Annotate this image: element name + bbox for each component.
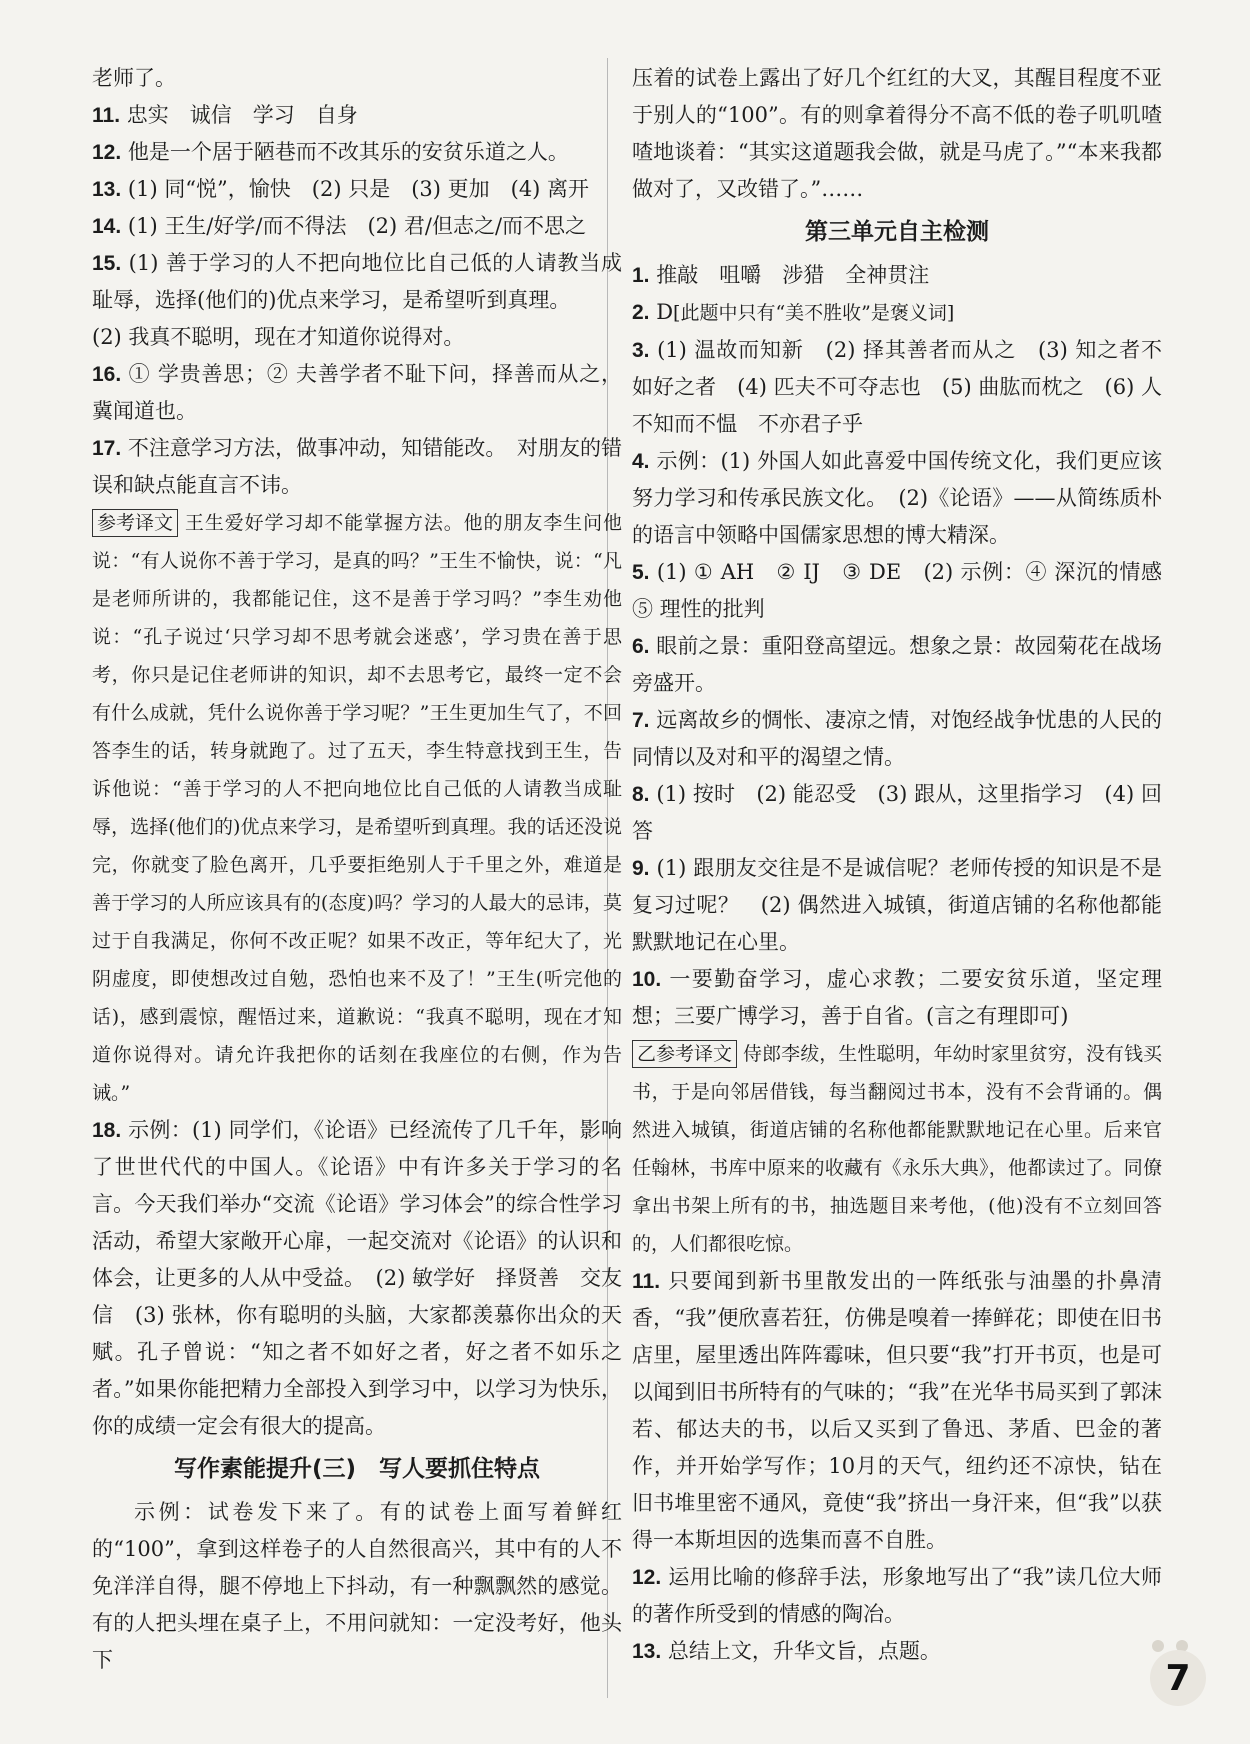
answer-number: 14. <box>92 215 122 238</box>
answer-item <box>632 702 1162 776</box>
answer-item <box>632 628 1162 702</box>
left-answer-list <box>92 60 622 504</box>
answer-number: 11. <box>632 1270 661 1293</box>
answer-note: [此题中只有“美不胜收”是褒义词] <box>673 302 955 324</box>
answer-item <box>632 554 1183 628</box>
answer-item <box>92 245 622 319</box>
answer-number: 10. <box>632 968 662 991</box>
answer-item <box>92 356 622 430</box>
writing-section-title: 写作素能提升(三) 写人要抓住特点 <box>173 1456 541 1482</box>
reference-tag-b: 乙参考译文 <box>632 1040 737 1068</box>
answer-item <box>632 257 1162 294</box>
answer-text: 示例：(1) 外国人如此喜爱中国传统文化，我们更应该努力学习和传承民族文化。 (2)《论语》——从简练质朴的语言中领略中国儒家思想的博大精深。 <box>632 449 1162 547</box>
answer-text: 只要闻到新书里散发出的一阵纸张与油墨的扑鼻清香，“我”便欣喜若狂，仿佛是嗅着一捧鲜花；即使在旧书店里，屋里透出阵阵霉味，但只要“我”打开书页，也是可以闻到旧书所特有的气味的；“我”在光华书局买到了郭沫若、郁达夫的书，以后又买到了鲁迅、茅盾、巴金的著作，并开始学写作；10月的天气，纽约还不凉快，钻在旧书堆里密不通风，竟使“我”挤出一身汗来，但“我”以获得一本斯坦因的选集而喜不自胜。 <box>632 1269 1162 1552</box>
answer-item <box>632 1263 1162 1559</box>
answer-number: 7. <box>632 709 650 732</box>
answer-number: 13. <box>92 178 122 201</box>
answer-text: 总结上文，升华文旨，点题。 <box>667 1639 941 1663</box>
answer-number: 5. <box>632 561 650 584</box>
answer-item <box>632 294 1162 332</box>
answer-number: 1. <box>632 264 650 287</box>
left-column <box>92 60 622 1679</box>
answer-number: 9. <box>632 857 650 880</box>
answer-text: (1) 善于学习的人不把向地位比自己低的人请教当成耻辱，选择(他们的)优点来学习，是希望听到真理。 <box>92 251 622 312</box>
right-answer-list <box>632 257 1183 1035</box>
writing-sample-continued: 压着的试卷上露出了好几个红红的大叉，其醒目程度不亚于别人的“100”。有的则拿着得分不高不低的卷子叽叽喳喳地谈着：“其实这道题我会做，就是马虎了。”“本来我都做对了，又改错了。”…… <box>632 66 1162 201</box>
reference-text: 王生爱好学习却不能掌握方法。他的朋友李生问他说：“有人说你不善于学习，是真的吗？”王生不愉快，说：“凡是老师所讲的，我都能记住，这不是善于学习吗？”李生劝他说：“孔子说过‘只学习却不思考就会迷惑’，学习贵在善于思考，你只是记住老师讲的知识，却不去思考它，最终一定不会有什么成就，凭什么说你善于学习呢？”王生更加生气了，不回答李生的话，转身就跑了。过了五天，李生特意找到王生，告诉他说：“善于学习的人不把向地位比自己低的人请教当成耻辱，选择(他们的)优点来学习，是希望听到真理。我的话还没说完，你就变了脸色离开，几乎要拒绝别人于千里之外，难道是善于学习的人所应该具有的(态度)吗？学习的人最大的忌讳，莫过于自我满足，你何不改正呢？如果不改正，等年纪大了，光阴虚度，即使想改过自勉，恐怕也来不及了！”王生(听完他的话)，感到震惊，醒悟过来，道歉说：“我真不聪明，现在才知道你说得对。请允许我把你的话刻在我座位的右侧，作为告诫。” <box>92 512 622 1104</box>
answer-item <box>92 97 622 134</box>
answer-number: 12. <box>92 141 122 164</box>
answer-number: 4. <box>632 450 650 473</box>
right-answer-list-2 <box>632 1263 1162 1670</box>
answer-item <box>92 134 622 171</box>
answer-item <box>92 171 622 208</box>
answer-item <box>632 850 1162 961</box>
answer-text: 老师了。 <box>92 66 176 90</box>
answer-item <box>632 776 1162 850</box>
answer-text: 远离故乡的惆怅、凄凉之情，对饱经战争忧患的人民的同情以及对和平的渴望之情。 <box>632 708 1163 769</box>
answer-number: 11. <box>92 104 121 127</box>
reference-text-b: 侍郎李绂，生性聪明，年幼时家里贫穷，没有钱买书，于是向邻居借钱，每当翻阅过书本，没有不会背诵的。偶然进入城镇，街道店铺的名称他都能默默地记在心里。后来官任翰林，书库中原来的收藏有《永乐大典》，他都读过了。同僚拿出书架上所有的书，抽选题目来考他，(他)没有不立刻回答的，人们都很吃惊。 <box>632 1043 1162 1255</box>
answer-text: (1) 王生/好学/而不得法 (2) 君/但志之/而不思之 <box>127 214 587 238</box>
answer-number: 16. <box>92 363 122 386</box>
answer-text: 一要勤奋学习，虚心求教；二要安贫乐道，坚定理想；三要广博学习，善于自省。(言之有理即可) <box>632 967 1162 1028</box>
answer-text: 不注意学习方法，做事冲动，知错能改。 对朋友的错误和缺点能直言不讳。 <box>92 436 622 497</box>
answer-item <box>632 1559 1162 1633</box>
answer-number: 13. <box>632 1640 662 1663</box>
answer-text: 示例：(1) 同学们，《论语》已经流传了几千年，影响了世世代代的中国人。《论语》中有许多关于学习的名言。今天我们举办“交流《论语》学习体会”的综合性学习活动，希望大家敞开心扉，一起交流对《论语》的认识和体会，让更多的人从中受益。 (2) 敏学好 择贤善 交友信 (3) 张林，你有聪明的头脑，大家都羡慕你出众的天赋。孔子曾说：“知之者不如好之者，好之者不如乐之者。”如果你能把精力全部投入到学习中，以学习为快乐，你的成绩一定会有很大的提高。 <box>92 1118 622 1438</box>
answer-item <box>632 961 1162 1035</box>
answer-item <box>92 208 622 245</box>
answer-number: 3. <box>632 339 650 362</box>
answer-number: 17. <box>92 437 122 460</box>
reference-translation-b <box>632 1035 1162 1263</box>
answer-item <box>92 430 622 504</box>
answer-item <box>632 332 1162 443</box>
answer-text: 眼前之景：重阳登高望远。想象之景：故园菊花在战场旁盛开。 <box>632 634 1163 695</box>
answer-number: 18. <box>92 1119 122 1142</box>
writing-sample: 示例：试卷发下来了。有的试卷上面写着鲜红的“100”，拿到这样卷子的人自然很高兴，其中有的人不免洋洋自得，腿不停地上下抖动，有一种飘飘然的感觉。有的人把头埋在桌子上，不用问就知：一定没考好，他头下 <box>92 1500 622 1672</box>
answer-text: (1) 跟朋友交往是不是诚信呢？老师传授的知识是不是复习过呢？ (2) 偶然进入城镇，街道店铺的名称他都能默默地记在心里。 <box>632 856 1162 954</box>
answer-number: 15. <box>92 252 122 275</box>
answer-text: 忠实 诚信 学习 自身 <box>126 103 358 127</box>
answer-text: 运用比喻的修辞手法，形象地写出了“我”读几位大师的著作所受到的情感的陶冶。 <box>632 1565 1162 1626</box>
answer-text: ① 学贵善思；② 夫善学者不耻下问，择善而从之，冀闻道也。 <box>92 362 622 423</box>
answer-item <box>92 319 622 356</box>
reference-translation <box>92 504 622 1112</box>
answer-text: 他是一个居于陋巷而不改其乐的安贫乐道之人。 <box>127 140 569 164</box>
page-number: 7 <box>1150 1650 1206 1706</box>
answer-number: 8. <box>632 783 650 806</box>
answer-item <box>632 443 1162 554</box>
answer-number: 12. <box>632 1566 662 1589</box>
answer-item-18 <box>92 1112 622 1445</box>
answer-text: (1) ① AH ② IJ ③ DE (2) 示例：④ 深沉的情感 ⑤ 理性的批判 <box>632 560 1183 621</box>
answer-text: (2) 我真不聪明，现在才知道你说得对。 <box>92 325 465 349</box>
answer-text: (1) 温故而知新 (2) 择其善者而从之 (3) 知之者不如好之者 (4) 匹夫不可夺志也 (5) 曲肱而枕之 (6) 人不知而不愠 不亦君子乎 <box>632 338 1162 436</box>
answer-text: D <box>656 300 674 324</box>
answer-number: 2. <box>632 301 650 324</box>
unit-test-title: 第三单元自主检测 <box>805 219 989 245</box>
answer-text: 推敲 咀嚼 涉猎 全神贯注 <box>656 263 930 287</box>
right-column <box>632 60 1183 1670</box>
answer-text: (1) 按时 (2) 能忍受 (3) 跟从，这里指学习 (4) 回答 <box>632 782 1162 843</box>
answer-number: 6. <box>632 635 650 658</box>
answer-item <box>92 60 622 97</box>
answer-item <box>632 1633 1162 1670</box>
reference-tag: 参考译文 <box>92 509 178 537</box>
answer-text: (1) 同“悦”，愉快 (2) 只是 (3) 更加 (4) 离开 <box>127 177 590 201</box>
